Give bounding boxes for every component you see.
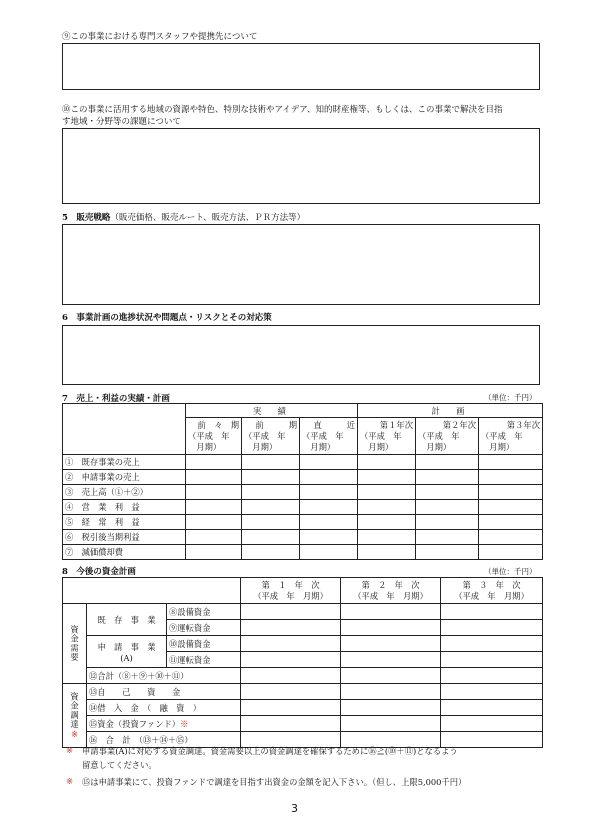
value-cell[interactable] — [241, 700, 341, 716]
value-cell[interactable] — [186, 545, 242, 560]
value-cell[interactable] — [186, 470, 242, 485]
table7-corner-cell — [63, 404, 186, 455]
value-cell[interactable] — [186, 500, 242, 515]
applied-business-label: 申 請 事 業 (A) — [87, 636, 167, 668]
table7-group-plan: 計 画 — [358, 404, 543, 418]
row-label: ⑦ 減価償却費 — [63, 545, 186, 560]
value-cell[interactable] — [186, 455, 242, 470]
value-cell[interactable] — [186, 485, 242, 500]
value-cell[interactable] — [300, 530, 358, 545]
value-cell[interactable] — [441, 652, 543, 668]
value-cell[interactable] — [241, 652, 341, 668]
value-cell[interactable] — [479, 470, 543, 485]
section9-input-box[interactable] — [62, 43, 540, 90]
table7-col-header: 直 近 （平成 年 月期） — [300, 418, 358, 455]
total-label: ⑯ 合 計 （⑬＋⑭＋⑮） — [87, 732, 241, 748]
value-cell[interactable] — [479, 530, 543, 545]
value-cell[interactable] — [242, 485, 300, 500]
table-row — [63, 500, 543, 515]
value-cell[interactable] — [416, 455, 479, 470]
note1-line2: 留意してください。 — [82, 760, 157, 770]
value-cell[interactable] — [358, 515, 416, 530]
table8-year-header: 第 ３ 年 次 （平成 年 月期） — [441, 578, 543, 604]
supply-group-label: 資金調達 ※ — [63, 684, 87, 748]
value-cell[interactable] — [358, 485, 416, 500]
table7-col-header: 第１年次 （平成 年 月期） — [358, 418, 416, 455]
value-cell[interactable] — [441, 716, 543, 732]
value-cell[interactable] — [242, 455, 300, 470]
value-cell[interactable] — [479, 485, 543, 500]
value-cell[interactable] — [358, 455, 416, 470]
value-cell[interactable] — [479, 515, 543, 530]
value-cell[interactable] — [341, 716, 441, 732]
table-row — [63, 530, 543, 545]
row-label: ② 申請事業の売上 — [63, 470, 186, 485]
section7-unit: （単位：千円） — [484, 393, 537, 402]
table7-col-header: 前 期 （平成 年 月期） — [242, 418, 300, 455]
value-cell[interactable] — [341, 604, 441, 620]
value-cell[interactable] — [416, 545, 479, 560]
demand-group-label: 資金需要 — [63, 604, 87, 684]
row-label: ⑬自 己 資 金 — [87, 684, 241, 700]
row-label: ④ 営 業 利 益 — [63, 500, 186, 515]
note1-mark: ※ — [66, 745, 73, 755]
note1-line1: 申請事業(A)に対応する資金調達。資金需要以上の資金調達を確保するために⑯≧(⑩＋⑪)となるよう — [82, 746, 458, 756]
value-cell[interactable] — [241, 620, 341, 636]
value-cell[interactable] — [441, 668, 543, 684]
section6-title: 6 事業計画の進捗状況や問題点・リスクとその対応策 — [62, 313, 272, 323]
value-cell[interactable] — [241, 668, 341, 684]
table8-corner-cell — [63, 578, 241, 604]
section8-unit: （単位：千円） — [484, 567, 537, 576]
row-label: ⑪運転資金 — [167, 652, 241, 668]
value-cell[interactable] — [300, 455, 358, 470]
value-cell[interactable] — [186, 530, 242, 545]
section5-title: 5 販売戦略（販売価格、販売ルート、販売方法、ＰＲ方法等） — [62, 213, 306, 223]
value-cell[interactable] — [242, 500, 300, 515]
row-label: ⑩設備資金 — [167, 636, 241, 652]
table8-year-header: 第 １ 年 次 （平成 年 月期） — [241, 578, 341, 604]
value-cell[interactable] — [300, 500, 358, 515]
value-cell[interactable] — [241, 604, 341, 620]
value-cell[interactable] — [341, 668, 441, 684]
value-cell[interactable] — [242, 530, 300, 545]
value-cell[interactable] — [300, 515, 358, 530]
value-cell[interactable] — [341, 620, 441, 636]
note2-mark: ※ — [66, 776, 73, 786]
value-cell[interactable] — [416, 485, 479, 500]
value-cell[interactable] — [416, 515, 479, 530]
row-label: ⑥ 税引後当期利益 — [63, 530, 186, 545]
table-row — [63, 470, 543, 485]
row-label: ⑮資金（投資ファンド）※ — [87, 716, 241, 732]
table7-col-header: 第２年次 （平成 年 月期） — [416, 418, 479, 455]
table-row — [63, 515, 543, 530]
existing-business-label: 既 存 事 業 — [87, 604, 167, 636]
subtotal-label: ⑫合計（⑧＋⑨＋⑩＋⑪） — [87, 668, 241, 684]
section9-label: ⑨この事業における専門スタッフや提携先について — [62, 32, 258, 42]
value-cell[interactable] — [479, 500, 543, 515]
value-cell[interactable] — [242, 545, 300, 560]
table-row — [63, 545, 543, 560]
value-cell[interactable] — [341, 700, 441, 716]
value-cell[interactable] — [416, 530, 479, 545]
table-row — [63, 485, 543, 500]
value-cell[interactable] — [341, 636, 441, 652]
section7-title: 7 売上・利益の実績・計画 — [62, 394, 170, 404]
value-cell[interactable] — [300, 545, 358, 560]
value-cell[interactable] — [300, 485, 358, 500]
row-label: ⑨運転資金 — [167, 620, 241, 636]
table-row — [63, 455, 543, 470]
row-label: ⑧設備資金 — [167, 604, 241, 620]
value-cell[interactable] — [241, 684, 341, 700]
section10-label-line1: ⑩この事業に活用する地域の資源や特色、特別な技術やアイデア、知的財産権等、もしくは、この事業で解決を目指 — [62, 105, 503, 115]
value-cell[interactable] — [341, 684, 441, 700]
section6-input-box[interactable] — [62, 325, 540, 385]
table7-col-header: 前 々 期 （平成 年 月期） — [186, 418, 242, 455]
value-cell[interactable] — [358, 530, 416, 545]
value-cell[interactable] — [441, 604, 543, 620]
table8-year-header: 第 ２ 年 次 （平成 年 月期） — [341, 578, 441, 604]
value-cell[interactable] — [358, 500, 416, 515]
sales-profit-table — [62, 403, 543, 560]
value-cell[interactable] — [416, 500, 479, 515]
value-cell[interactable] — [242, 515, 300, 530]
funding-plan-table — [62, 577, 543, 748]
value-cell[interactable] — [186, 515, 242, 530]
section5-input-box[interactable] — [62, 224, 540, 305]
value-cell[interactable] — [416, 470, 479, 485]
value-cell[interactable] — [242, 470, 300, 485]
value-cell[interactable] — [479, 545, 543, 560]
section8-title: 8 今後の資金計画 — [62, 567, 136, 577]
row-label: ③ 売上高（①＋②） — [63, 485, 186, 500]
row-label: ⑤ 経 常 利 益 — [63, 515, 186, 530]
table7-group-actual: 実 績 — [186, 404, 358, 418]
value-cell[interactable] — [358, 470, 416, 485]
value-cell[interactable] — [300, 470, 358, 485]
value-cell[interactable] — [341, 652, 441, 668]
row-label: ① 既存事業の売上 — [63, 455, 186, 470]
value-cell[interactable] — [241, 636, 341, 652]
value-cell[interactable] — [441, 700, 543, 716]
table7-col-header: 第３年次 （平成 年 月期） — [479, 418, 543, 455]
value-cell[interactable] — [358, 545, 416, 560]
value-cell[interactable] — [441, 684, 543, 700]
section10-label-line2: す地域・分野等の課題について — [62, 117, 181, 127]
value-cell[interactable] — [241, 716, 341, 732]
note2-text: ⑮は申請事業にて、投資ファンドで調達を目指す出資金の金額を記入下さい。（但し、上限5,000千円） — [82, 777, 467, 787]
page-number: 3 — [291, 802, 298, 815]
value-cell[interactable] — [441, 620, 543, 636]
value-cell[interactable] — [479, 455, 543, 470]
section10-input-box[interactable] — [62, 128, 540, 204]
value-cell[interactable] — [441, 636, 543, 652]
row-label: ⑭借 入 金 （ 融 資 ） — [87, 700, 241, 716]
